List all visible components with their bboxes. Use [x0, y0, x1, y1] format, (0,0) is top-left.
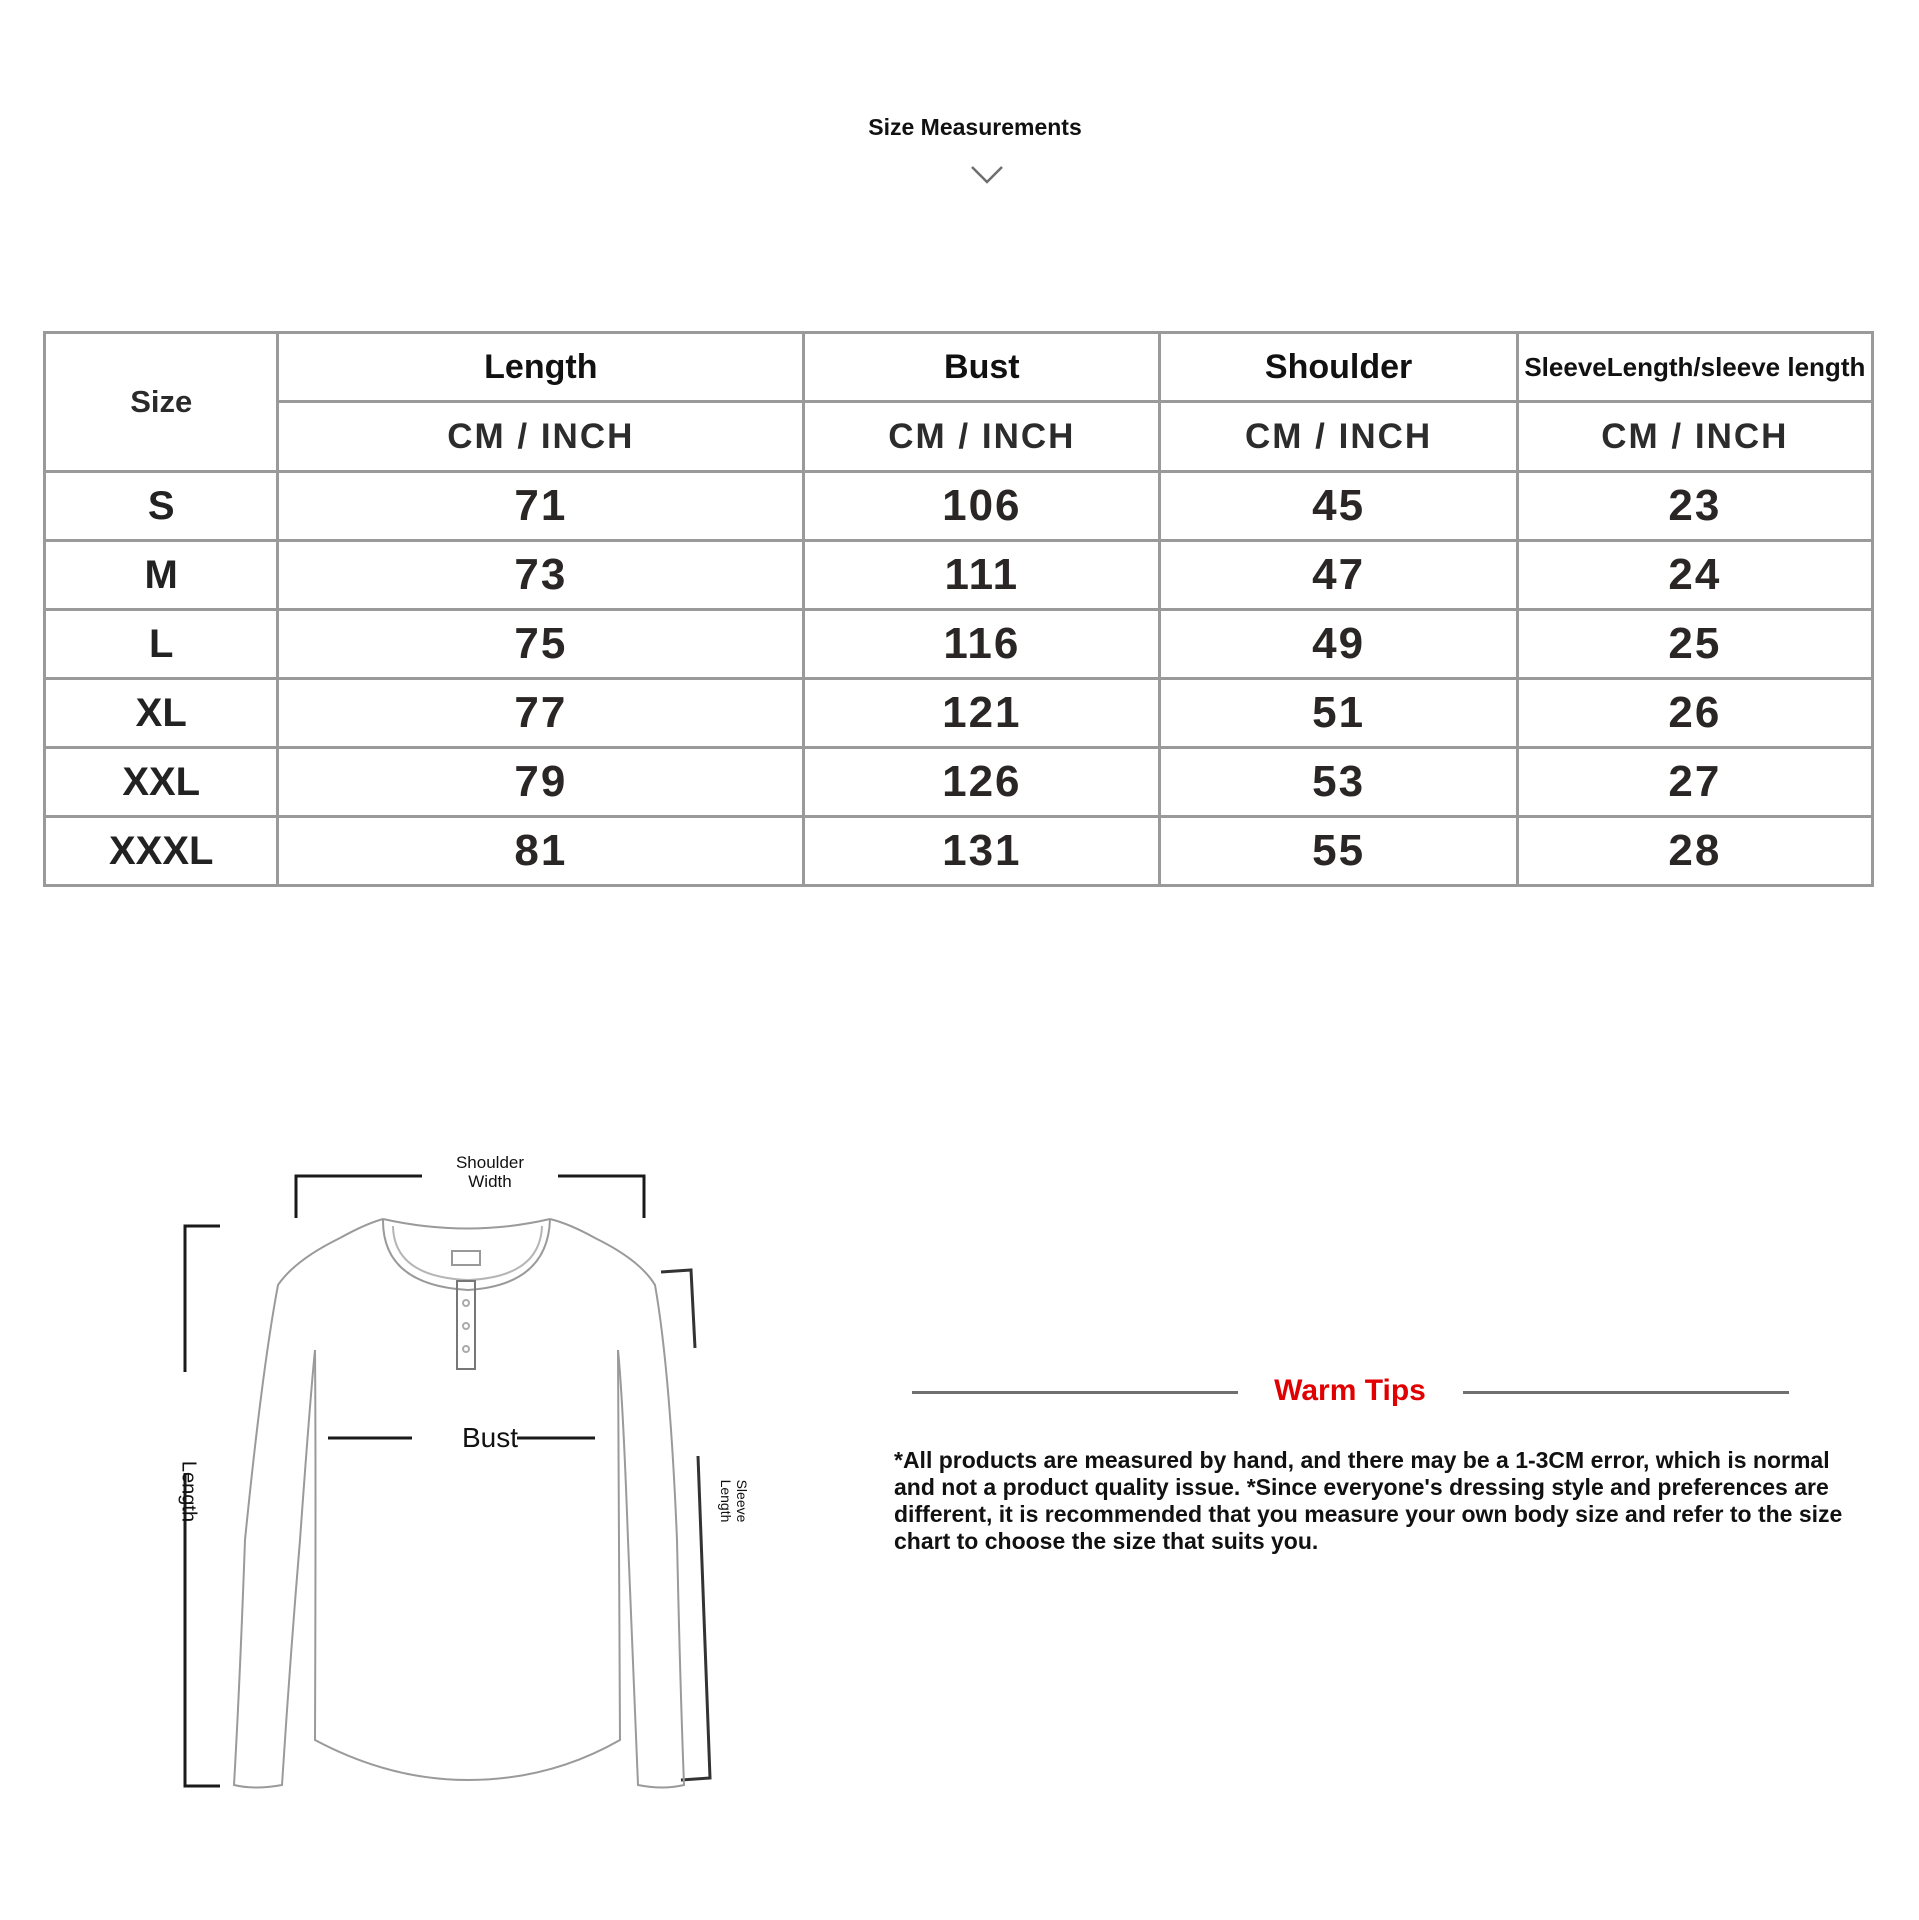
unit-label: CM / INCH	[1160, 402, 1517, 472]
width-label-line: Width	[468, 1172, 512, 1191]
shoulder-value: 51	[1160, 679, 1517, 748]
size-label: L	[45, 610, 278, 679]
length-label: Length	[177, 1460, 200, 1523]
shoulder-value: 49	[1160, 610, 1517, 679]
size-chart-table	[43, 331, 1874, 887]
bust-label: Bust	[461, 1422, 519, 1453]
table-row	[45, 679, 1873, 748]
column-header-length: Length	[278, 333, 804, 402]
sleeve-length-bracket	[661, 1270, 710, 1780]
page-title: Size Measurements	[868, 114, 1082, 140]
bust-value: 126	[804, 748, 1160, 817]
size-label: M	[45, 541, 278, 610]
unit-label: CM / INCH	[1517, 402, 1872, 472]
warm-tips-text: *All products are measured by hand, and there may be a 1-3CM error, which is normal and not a product quality issue. *Since everyone's dressing style and preferences are different, it is recommended that you measure your own body size and refer to the size chart to choose the size that suits you.	[894, 1447, 1843, 1554]
shirt-outline	[234, 1219, 684, 1788]
size-label: XXL	[45, 748, 278, 817]
warm-tips-heading: Warm Tips	[1274, 1374, 1426, 1407]
table-row	[45, 748, 1873, 817]
measurement-diagram	[150, 1120, 810, 1820]
shoulder-value: 53	[1160, 748, 1517, 817]
length-label-line: Length	[718, 1479, 734, 1523]
divider-right	[1463, 1391, 1789, 1394]
size-column-header: Size	[45, 333, 278, 472]
sleeve-length-value: 23	[1517, 472, 1872, 541]
unit-label: CM / INCH	[804, 402, 1160, 472]
long-sleeve-henley-shirt-icon	[150, 1120, 810, 1820]
column-header-shoulder: Shoulder	[1160, 333, 1517, 402]
bust-value: 111	[804, 541, 1160, 610]
sleeve-length-value: 28	[1517, 817, 1872, 886]
length-value: 71	[278, 472, 804, 541]
table-row	[45, 610, 1873, 679]
sleeve-length-label	[718, 1451, 750, 1551]
length-value: 73	[278, 541, 804, 610]
size-label: XXXL	[45, 817, 278, 886]
sleeve-label-line: Sleeve	[734, 1479, 750, 1523]
length-value: 81	[278, 817, 804, 886]
shoulder-label-line: Shoulder	[455, 1153, 525, 1172]
divider-left	[912, 1391, 1238, 1394]
shoulder-width-label	[420, 1153, 560, 1191]
shoulder-value: 45	[1160, 472, 1517, 541]
size-label: XL	[45, 679, 278, 748]
column-header-sleeve-length: SleeveLength/sleeve length	[1517, 333, 1872, 402]
table-row	[45, 472, 1873, 541]
table-unit-row	[45, 402, 1873, 472]
length-value: 75	[278, 610, 804, 679]
bust-value: 116	[804, 610, 1160, 679]
size-label: S	[45, 472, 278, 541]
table-header-row	[45, 333, 1873, 402]
sleeve-length-value: 25	[1517, 610, 1872, 679]
bust-value: 106	[804, 472, 1160, 541]
table-row	[45, 541, 1873, 610]
unit-label: CM / INCH	[278, 402, 804, 472]
sleeve-length-value: 26	[1517, 679, 1872, 748]
bust-value: 121	[804, 679, 1160, 748]
column-header-bust: Bust	[804, 333, 1160, 402]
length-value: 79	[278, 748, 804, 817]
shoulder-value: 47	[1160, 541, 1517, 610]
length-value: 77	[278, 679, 804, 748]
table-row	[45, 817, 1873, 886]
bust-value: 131	[804, 817, 1160, 886]
chevron-down-icon	[970, 164, 1004, 186]
sleeve-length-value: 24	[1517, 541, 1872, 610]
sleeve-length-value: 27	[1517, 748, 1872, 817]
shoulder-value: 55	[1160, 817, 1517, 886]
